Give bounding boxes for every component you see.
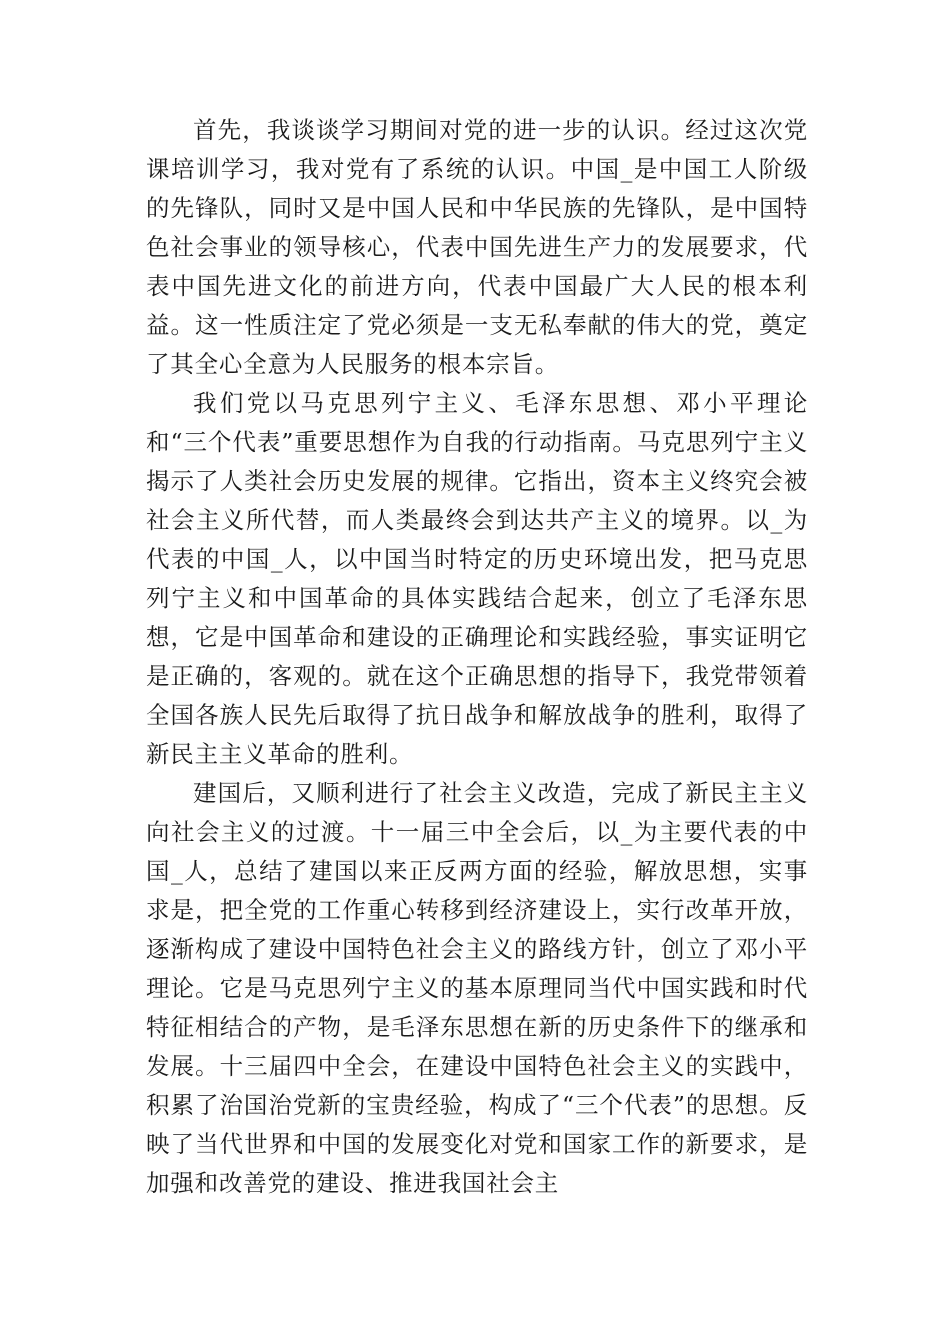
document-body xyxy=(146,111,808,1203)
paragraph-3: 建国后，又顺利进行了社会主义改造，完成了新民主主义向社会主义的过渡。十一届三中全会后，以_为主要代表的中国_人，总结了建国以来正反两方面的经验，解放思想，实事求是，把全党的工作重心转移到经济建设上，实行改革开放，逐渐构成了建设中国特色社会主义的路线方针，创立了邓小平理论。它是马克思列宁主义的基本原理同当代中国实践和时代特征相结合的产物，是毛泽东思想在新的历史条件下的继承和发展。十三届四中全会，在建设中国特色社会主义的实践中，积累了治国治党新的宝贵经验，构成了“三个代表”的思想。反映了当代世界和中国的发展变化对党和国家工作的新要求，是加强和改善党的建设、推进我国社会主 xyxy=(146,779,808,1197)
paragraph-2: 我们党以马克思列宁主义、毛泽东思想、邓小平理论和“三个代表”重要思想作为自我的行动指南。马克思列宁主义揭示了人类社会历史发展的规律。它指出，资本主义终究会被社会主义所代替，而人类最终会到达共产主义的境界。以_为代表的中国_人，以中国当时特定的历史环境出发，把马克思列宁主义和中国革命的具体实践结合起来，创立了毛泽东思想，它是中国革命和建设的正确理论和实践经验，事实证明它是正确的，客观的。就在这个正确思想的指导下，我党带领着全国各族人民先后取得了抗日战争和解放战争的胜利，取得了新民主主义革命的胜利。 xyxy=(146,389,808,768)
paragraph-1: 首先，我谈谈学习期间对党的进一步的认识。经过这次党课培训学习，我对党有了系统的认识。中国_是中国工人阶级的先锋队，同时又是中国人民和中华民族的先锋队，是中国特色社会事业的领导核心，代表中国先进生产力的发展要求，代表中国先进文化的前进方向，代表中国最广大人民的根本利益。这一性质注定了党必须是一支无私奉献的伟大的党，奠定了其全心全意为人民服务的根本宗旨。 xyxy=(146,116,808,378)
